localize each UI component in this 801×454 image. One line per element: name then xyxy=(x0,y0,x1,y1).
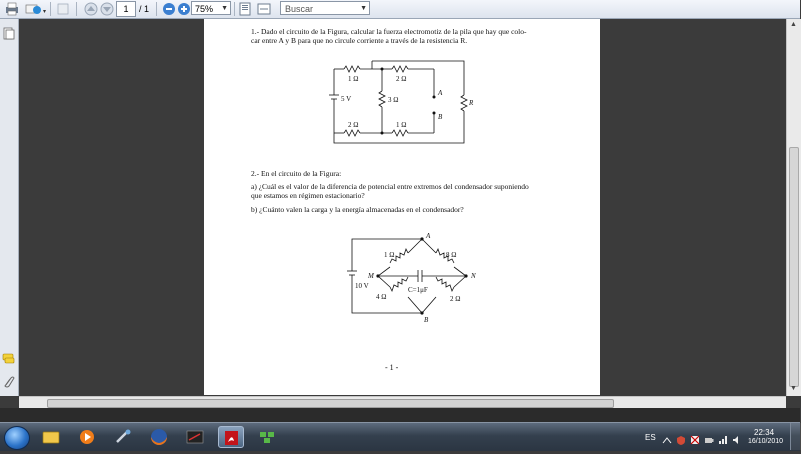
c1-battery-label: 5 V xyxy=(341,95,352,103)
problem-2-a-text: a) ¿Cuál es el valor de la diferencia de potencial entre extremos del condensador suponiendo xyxy=(251,182,529,191)
media-player-icon[interactable] xyxy=(74,426,100,448)
document-viewport xyxy=(19,19,782,396)
security-icon[interactable] xyxy=(676,432,686,442)
clock-date[interactable]: 16/10/2010 xyxy=(748,438,784,445)
comment-icon[interactable] xyxy=(2,352,15,365)
c2-capacitor-label: C=1μF xyxy=(408,286,428,294)
page-total-label: / 1 xyxy=(139,4,150,14)
page-number-input[interactable]: 1 xyxy=(116,1,136,17)
c1-node-b: B xyxy=(438,113,443,121)
search-input[interactable] xyxy=(280,1,370,15)
c1-r3-label: 3 Ω xyxy=(388,96,399,104)
problem-1-text-cont: car entre A y B para que no circule corriente a través de la resistencia R. xyxy=(251,36,468,45)
network-icon[interactable] xyxy=(718,432,728,442)
c2-node-m: M xyxy=(368,272,374,280)
attach-icon[interactable] xyxy=(54,1,72,17)
taskbar xyxy=(0,422,800,451)
c2-r8-label: 8 Ω xyxy=(446,251,457,259)
firefox-icon[interactable] xyxy=(146,426,172,448)
page-number: - 1 - xyxy=(385,363,399,372)
network-app-icon[interactable] xyxy=(254,426,280,448)
show-hidden-icons-icon[interactable] xyxy=(662,432,672,441)
c2-battery-label: 10 V xyxy=(355,282,369,290)
horizontal-scroll-thumb[interactable] xyxy=(47,399,614,408)
chevron-down-icon: ▼ xyxy=(360,5,367,12)
c2-r1-label: 1 Ω xyxy=(384,251,395,259)
network-flag-icon[interactable] xyxy=(690,432,700,442)
c1-r1-label: 1 Ω xyxy=(348,75,359,83)
start-button[interactable] xyxy=(4,426,30,450)
pdf-page xyxy=(204,19,600,395)
zoom-value: 75% xyxy=(195,4,214,14)
circuit-1-diagram xyxy=(314,57,474,143)
search-placeholder: Buscar xyxy=(285,4,314,14)
navigation-panel xyxy=(0,19,19,396)
clock-time[interactable]: 22:34 xyxy=(754,428,775,437)
c2-node-b: B xyxy=(424,316,429,324)
svg-text:▾: ▾ xyxy=(43,9,47,15)
power-icon[interactable] xyxy=(704,432,714,442)
zoom-select[interactable] xyxy=(191,1,231,15)
fit-page-icon[interactable] xyxy=(236,1,254,17)
terminal-icon[interactable] xyxy=(182,426,208,448)
window-bottom-strip xyxy=(0,408,800,422)
paperclip-icon[interactable] xyxy=(2,375,15,388)
show-desktop-button[interactable] xyxy=(790,423,801,450)
explorer-icon[interactable] xyxy=(38,426,64,448)
pdf-toolbar xyxy=(0,0,800,19)
language-indicator[interactable]: ES xyxy=(645,433,656,442)
c1-r-label: R xyxy=(469,99,474,107)
pages-icon[interactable] xyxy=(2,27,15,40)
c1-node-a: A xyxy=(438,89,443,97)
c1-r4-label: 2 Ω xyxy=(348,121,359,129)
problem-2-b-text: b) ¿Cuánto valen la carga y la energía almacenadas en el condensador? xyxy=(251,205,464,214)
c2-node-a: A xyxy=(426,232,431,240)
c1-r2-label: 2 Ω xyxy=(396,75,407,83)
chevron-down-icon: ▼ xyxy=(221,5,228,12)
scroll-up-icon[interactable]: ▲ xyxy=(790,21,797,28)
page-down-icon[interactable] xyxy=(98,1,116,17)
scroll-down-icon[interactable]: ▼ xyxy=(790,385,797,392)
print-icon[interactable] xyxy=(3,1,21,17)
volume-icon[interactable] xyxy=(732,432,742,442)
problem-2-title: 2.- En el circuito de la Figura: xyxy=(251,169,342,178)
vertical-scroll-thumb[interactable] xyxy=(789,147,799,387)
c2-r4-label: 4 Ω xyxy=(376,293,387,301)
c1-r5-label: 1 Ω xyxy=(396,121,407,129)
tools-icon[interactable] xyxy=(110,426,136,448)
problem-2-a-text-cont: que estamos en régimen estacionario? xyxy=(251,191,365,200)
c2-node-n: N xyxy=(471,272,476,280)
vertical-scrollbar[interactable] xyxy=(786,19,801,396)
problem-1-text: 1.- Dado el circuito de la Figura, calcular la fuerza electromotiz de la pila que hay que colo- xyxy=(251,27,527,36)
circuit-2-diagram xyxy=(346,232,476,324)
acrobat-reader-icon[interactable] xyxy=(218,426,244,448)
c2-r2-label: 2 Ω xyxy=(450,295,461,303)
fit-width-icon[interactable] xyxy=(255,1,273,17)
email-icon[interactable] xyxy=(24,1,46,17)
